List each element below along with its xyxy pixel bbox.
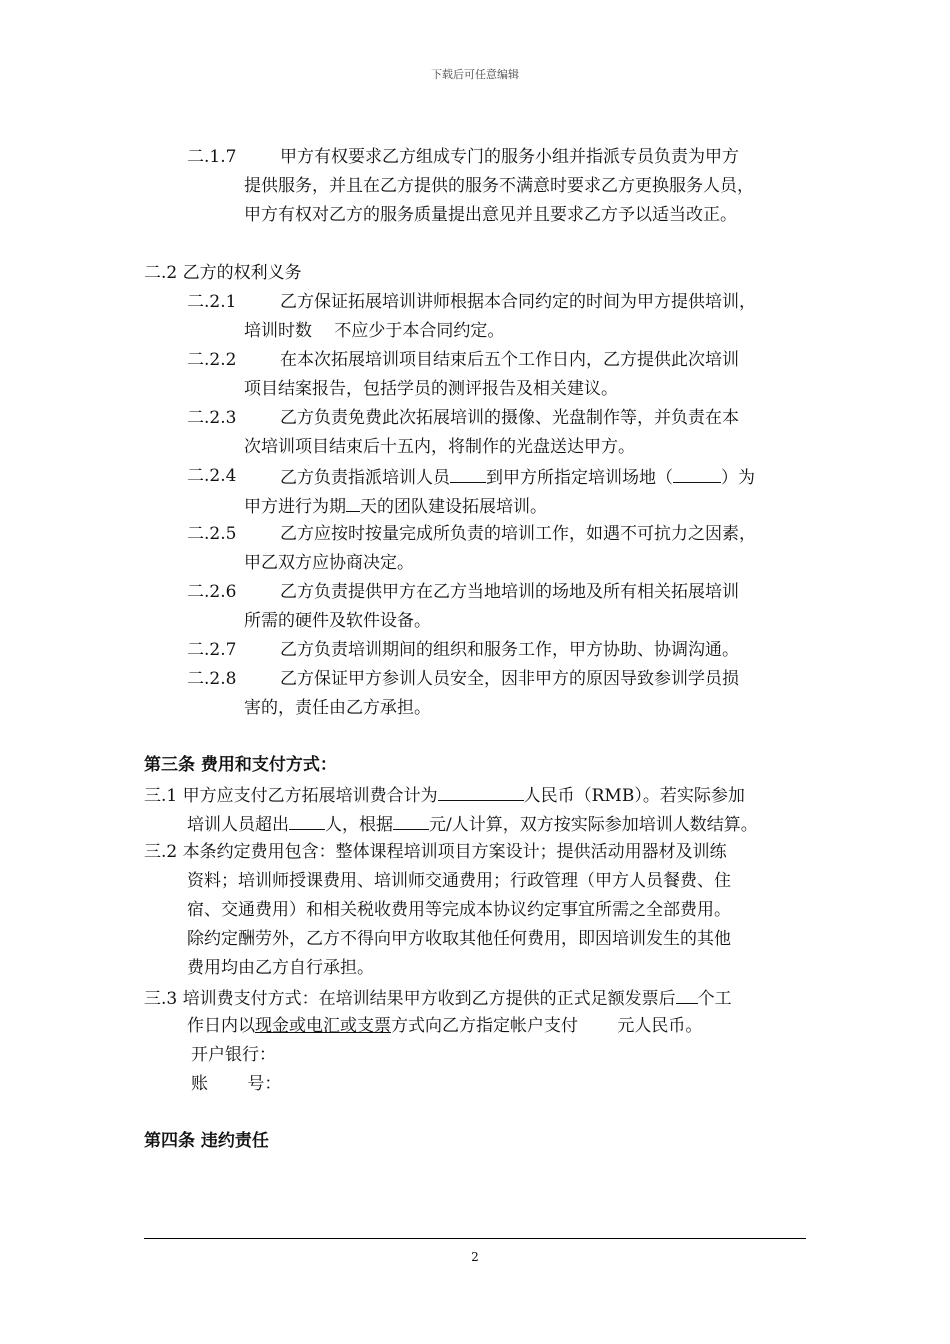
clause-text-part: 个工	[697, 989, 732, 1009]
clause-text-part: 到甲方所指定培训场地（	[486, 468, 673, 488]
clause-text: 乙方负责提供甲方在乙方当地培训的场地及所有相关拓展培训	[280, 582, 739, 602]
clause-text: 次培训项目结束后十五内，将制作的光盘送达甲方。	[244, 437, 635, 457]
clause-num: 二.2.7	[187, 640, 237, 660]
clause-num: 二.2.1	[187, 292, 237, 312]
clause-text-part: ）为	[721, 468, 755, 488]
clause-text-part: 人，根据	[325, 815, 393, 835]
clause-num: 二.2.5	[187, 524, 237, 544]
clause-text: 所需的硬件及软件设备。	[244, 611, 431, 631]
clause-text	[187, 812, 758, 836]
clause-text-part: 方式向乙方指定帐户支付 元人民币。	[391, 1016, 703, 1036]
clause-text: 培训时数 不应少于本合同约定。	[244, 321, 505, 341]
clause-text-part: 人民币（RMB）。若实际参加	[523, 786, 745, 806]
clause-text: 三.2 本条约定费用包含：整体课程培训项目方案设计；提供活动用器材及训练	[144, 842, 727, 862]
clause-text: 乙方应按时按量完成所负责的培训工作，如遇不可抗力之因素，	[280, 524, 756, 544]
fill-blank	[438, 783, 524, 801]
clause-text: 甲方有权对乙方的服务质量提出意见并且要求乙方予以适当改正。	[244, 205, 737, 225]
article-heading: 第四条 违约责任	[144, 1131, 269, 1151]
clause-num: 二.2.8	[187, 669, 237, 689]
payment-methods: 现金或电汇或支票	[255, 1016, 391, 1036]
clause-num: 二.2.6	[187, 582, 237, 602]
clause-text-part: 培训人员超出	[187, 815, 289, 835]
fill-blank	[393, 812, 429, 830]
account-label: 账 号：	[191, 1074, 282, 1094]
fill-blank	[450, 465, 486, 483]
clause-text: 费用均由乙方自行承担。	[187, 958, 374, 978]
clause-text: 乙方负责免费此次拓展培训的摄像、光盘制作等，并负责在本	[280, 408, 739, 428]
fill-blank	[676, 986, 698, 1004]
clause-text: 乙方保证甲方参训人员安全，因非甲方的原因导致参训学员损	[280, 669, 739, 689]
clause-text-part: 天的团队建设拓展培训。	[360, 497, 547, 517]
clause-text: 提供服务，并且在乙方提供的服务不满意时要求乙方更换服务人员，	[244, 176, 754, 196]
clause-text	[244, 494, 547, 518]
clause-text-part: 元/人计算，双方按实际参加培训人数结算。	[429, 815, 758, 835]
fill-blank	[346, 494, 360, 512]
clause-text: 乙方保证拓展培训讲师根据本合同约定的时间为甲方提供培训，	[280, 292, 756, 312]
clause-text: 资料；培训师授课费用、培训师交通费用；行政管理（甲方人员餐费、住	[187, 871, 731, 891]
clause-text: 害的，责任由乙方承担。	[244, 698, 431, 718]
clause-text	[144, 783, 745, 807]
clause-text-part: 作日内以	[187, 1016, 255, 1036]
clause-text: 甲方有权要求乙方组成专门的服务小组并指派专员负责为甲方	[280, 147, 739, 167]
clause-num: 二.2.2	[187, 350, 237, 370]
clause-num: 二.1.7	[187, 147, 237, 167]
section-heading: 二.2 乙方的权利义务	[144, 263, 302, 283]
clause-text	[280, 465, 755, 489]
page-number: 2	[471, 1250, 479, 1264]
clause-text	[187, 1015, 702, 1037]
footer-divider	[144, 1238, 806, 1239]
clause-text-part: 乙方负责指派培训人员	[280, 468, 450, 488]
clause-text-part: 三.1 甲方应支付乙方拓展培训费合计为	[144, 786, 438, 806]
clause-text-part: 甲方进行为期	[244, 497, 346, 517]
clause-text	[144, 986, 732, 1010]
clause-text: 乙方负责培训期间的组织和服务工作，甲方协助、协调沟通。	[280, 640, 739, 660]
clause-text: 在本次拓展培训项目结束后五个工作日内，乙方提供此次培训	[280, 350, 739, 370]
clause-num: 二.2.3	[187, 408, 237, 428]
clause-num: 二.2.4	[187, 466, 237, 486]
clause-text: 项目结案报告，包括学员的测评报告及相关建议。	[244, 379, 618, 399]
clause-text: 除约定酬劳外，乙方不得向甲方收取其他任何费用，即因培训发生的其他	[187, 929, 731, 949]
page-header: 下载后可任意编辑	[431, 68, 519, 81]
article-heading: 第三条 费用和支付方式：	[144, 755, 337, 775]
fill-blank	[289, 812, 325, 830]
clause-text: 宿、交通费用）和相关税收费用等完成本协议约定事宜所需之全部费用。	[187, 900, 731, 920]
bank-label: 开户银行：	[191, 1045, 276, 1065]
clause-text: 甲乙双方应协商决定。	[244, 553, 414, 573]
clause-text-part: 三.3 培训费支付方式：在培训结果甲方收到乙方提供的正式足额发票后	[144, 989, 676, 1009]
fill-blank	[673, 465, 721, 483]
